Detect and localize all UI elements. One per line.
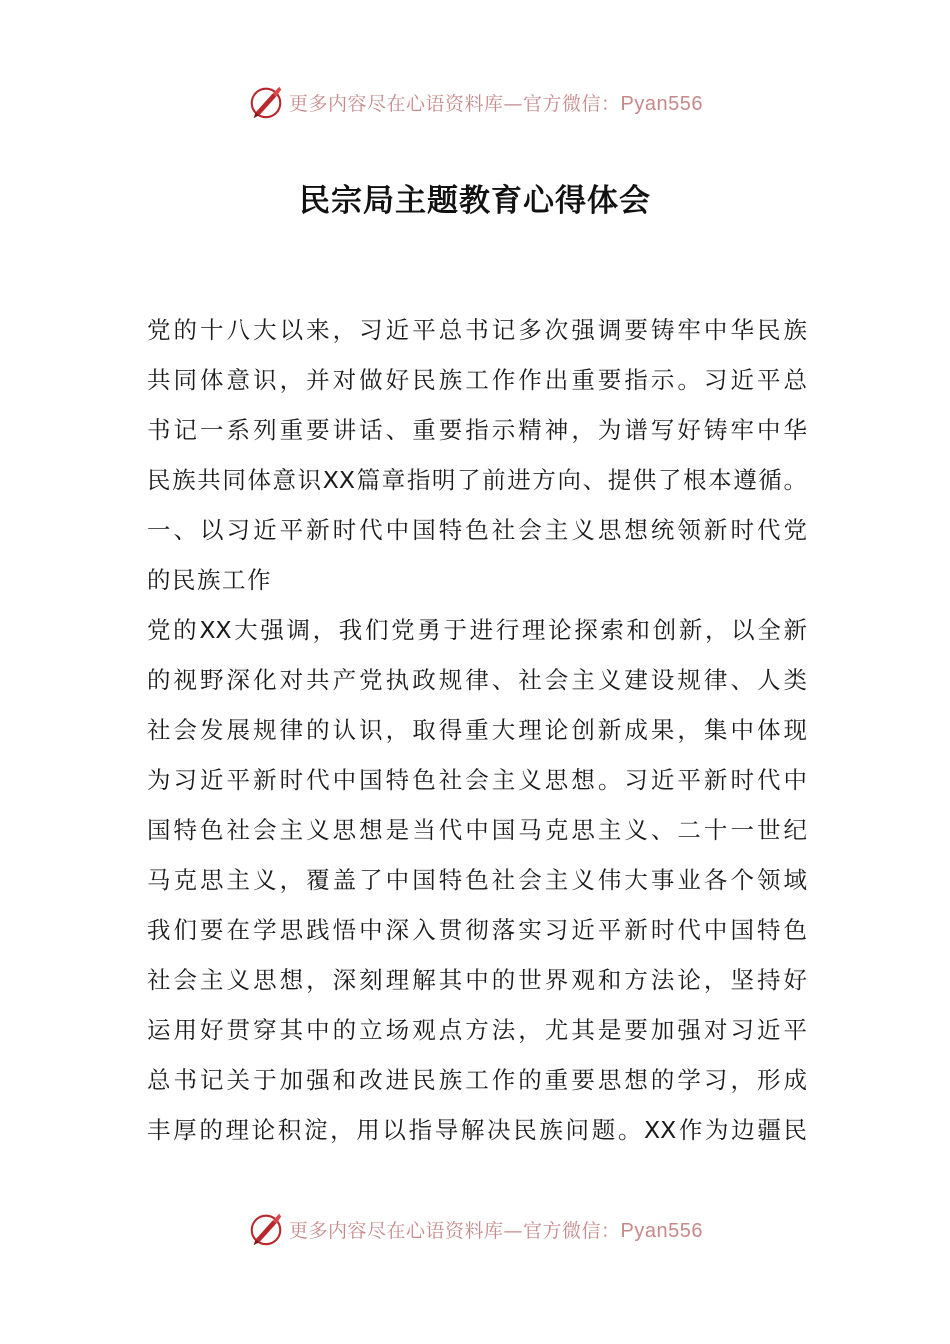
text-line: 的视野深化对共产党执政规律、社会主义建设规律、人类 — [147, 666, 807, 694]
text-line: 的民族工作 — [147, 566, 272, 594]
text-line: 民族共同体意识XX篇章指明了前进方向、提供了根本遵循。 — [147, 466, 807, 494]
text-line: 党的十八大以来，习近平总书记多次强调要铸牢中华民族 — [147, 316, 807, 344]
banner-text: 更多内容尽在心语资料库—官方微信：Pyan556 — [289, 1219, 703, 1242]
text-line: 我们要在学思践悟中深入贯彻落实习近平新时代中国特色 — [147, 916, 807, 944]
text-line: 马克思主义，覆盖了中国特色社会主义伟大事业各个领域 — [147, 866, 807, 894]
page-title: 民宗局主题教育心得体会 — [299, 183, 651, 219]
text-line: 党的XX大强调，我们党勇于进行理论探索和创新，以全新 — [147, 616, 807, 644]
pen-logo-icon — [247, 1210, 285, 1248]
text-line: 为习近平新时代中国特色社会主义思想。习近平新时代中 — [147, 766, 807, 794]
wechat-id: Pyan556 — [620, 1219, 703, 1242]
document-body — [147, 305, 807, 1155]
text-line: 一、以习近平新时代中国特色社会主义思想统领新时代党 — [147, 516, 807, 544]
text-line: 运用好贯穿其中的立场观点方法，尤其是要加强对习近平 — [147, 1016, 807, 1044]
header-banner — [0, 82, 950, 122]
text-line: 总书记关于加强和改进民族工作的重要思想的学习，形成 — [147, 1066, 807, 1094]
text-line: 丰厚的理论积淀，用以指导解决民族问题。XX作为边疆民 — [147, 1116, 807, 1144]
text-line: 共同体意识，并对做好民族工作作出重要指示。习近平总 — [147, 366, 807, 394]
banner-text: 更多内容尽在心语资料库—官方微信：Pyan556 — [289, 92, 703, 115]
text-line: 社会发展规律的认识，取得重大理论创新成果，集中体现 — [147, 716, 807, 744]
wechat-id: Pyan556 — [620, 92, 703, 115]
text-line: 书记一系列重要讲话、重要指示精神，为谱写好铸牢中华 — [147, 416, 807, 444]
footer-banner — [0, 1209, 950, 1249]
pen-logo-icon — [247, 83, 285, 121]
text-line: 国特色社会主义思想是当代中国马克思主义、二十一世纪 — [147, 816, 807, 844]
text-line: 社会主义思想，深刻理解其中的世界观和方法论，坚持好 — [147, 966, 807, 994]
